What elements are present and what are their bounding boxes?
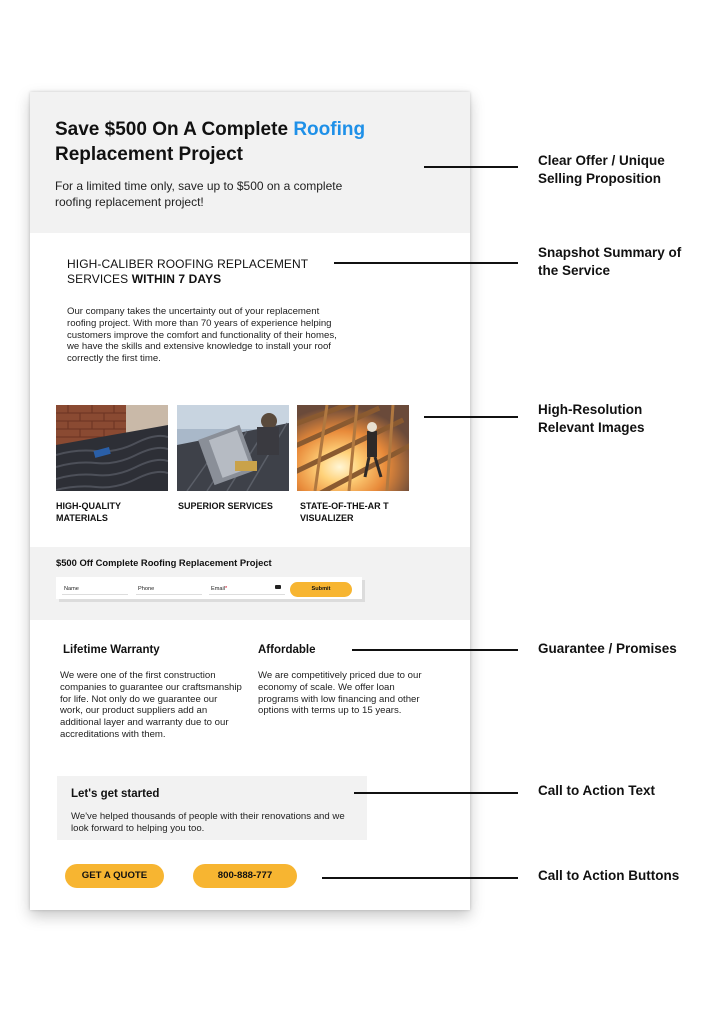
callout-line-cta-text (354, 792, 518, 794)
phone-input[interactable] (136, 594, 202, 595)
callout-summary: Snapshot Summary of the Service (538, 245, 682, 278)
callout-line-guarantee (352, 649, 518, 651)
email-input[interactable] (209, 594, 285, 595)
hero-section (30, 92, 470, 233)
callout-cta-text: Call to Action Text (538, 783, 656, 798)
roofer-working-image (177, 405, 289, 491)
callout-images: High-Resolution Relevant Images (538, 402, 645, 435)
summary-heading: HIGH-CALIBER ROOFING REPLACEMENT SERVICES WITHIN 7 DAYS (67, 257, 309, 286)
cta-text-box (57, 776, 367, 840)
name-input[interactable] (62, 594, 128, 595)
email-field-label: Email* (211, 586, 228, 592)
get-a-quote-button[interactable]: GET A QUOTE (65, 864, 164, 888)
landing-page-mockup (30, 92, 470, 910)
phone-field-label: Phone (138, 586, 155, 592)
lifetime-warranty-text: We were one of the first construction companies to guarantee our craftsmanship for life. Not only do we guarantee our work, our product suppliers add an additional layer and warranty due to our accreditations with them. (60, 670, 242, 740)
name-field-label: Name (64, 586, 79, 592)
callout-line-offer (424, 166, 518, 168)
lifetime-warranty-title: Lifetime Warranty (63, 644, 160, 656)
phone-call-button[interactable]: 800-888-777 (193, 864, 297, 888)
cta-text: We've helped thousands of people with their renovations and we look forward to helping you too. (71, 811, 345, 834)
caption-high-quality-materials: HIGH-QUALITY MATERIALS (56, 501, 121, 523)
callout-line-images (424, 416, 518, 418)
callout-cta-buttons: Call to Action Buttons (538, 868, 680, 883)
hero-subtitle: For a limited time only, save up to $500 on a complete roofing replacement project! (55, 179, 343, 209)
mail-icon (275, 585, 281, 589)
affordable-text: We are competitively priced due to our economy of scale. We offer loan programs with low financing and other options with terms up to 15 years. (258, 670, 422, 717)
roof-framing-image (297, 405, 409, 491)
caption-visualizer: STATE-OF-THE-AR T VISUALIZER (300, 501, 389, 523)
form-title: $500 Off Complete Roofing Replacement Project (56, 557, 272, 568)
callout-offer: Clear Offer / Unique Selling Proposition (538, 153, 665, 186)
summary-body: Our company takes the uncertainty out of your replacement roofing project. With more than 70 years of experience helping customers improve the comfort and functionality of their homes, we have the skills and extensive knowledge to install your roof correctly the first time. (67, 306, 337, 365)
lead-form-section (30, 547, 470, 620)
callout-line-summary (334, 262, 518, 264)
lead-form (56, 577, 362, 599)
hero-title-accent: Roofing (293, 119, 366, 140)
hero-title: Save $500 On A Complete Roofing Replacement Project (55, 119, 366, 165)
roof-tiles-image (56, 405, 168, 491)
callout-guarantee: Guarantee / Promises (538, 641, 677, 656)
callout-line-cta-buttons (322, 877, 518, 879)
caption-superior-services: SUPERIOR SERVICES (178, 501, 273, 511)
affordable-title: Affordable (258, 644, 316, 656)
cta-title: Let's get started (71, 788, 160, 800)
submit-button[interactable]: Submit (290, 582, 352, 597)
